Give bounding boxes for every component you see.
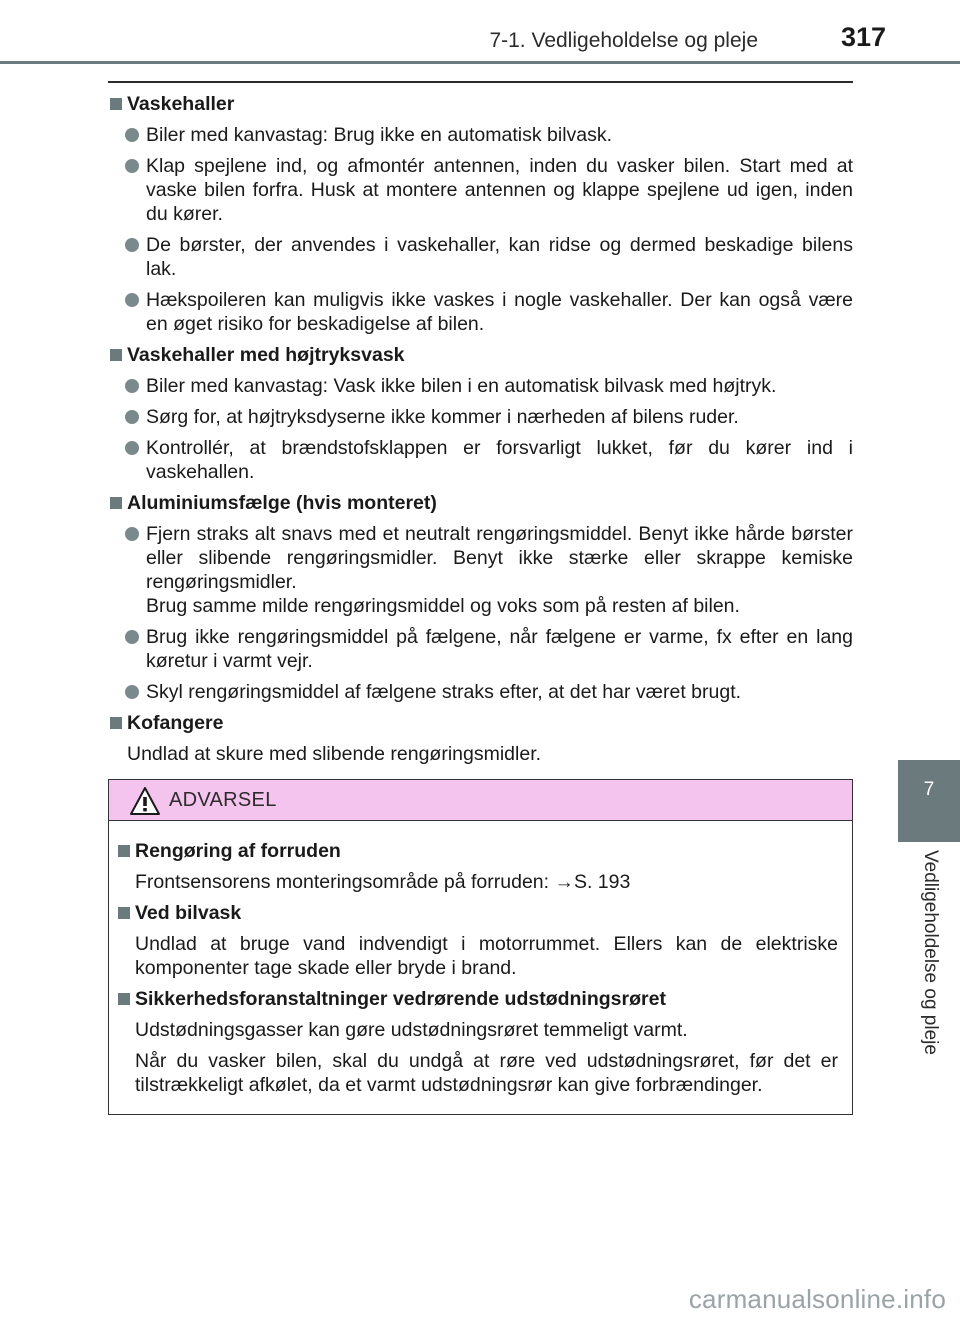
round-bullet-icon <box>125 441 139 455</box>
round-bullet-icon <box>125 685 139 699</box>
list-item-text: Brug ikke rengøringsmiddel på fælgene, når fælgene er varme, fx efter en lang køretur i varmt vejr. <box>146 626 853 672</box>
warning-item-text: Frontsensorens monteringsområde på forruden: →S. 193 <box>135 871 631 893</box>
square-marker-icon <box>110 98 122 110</box>
list-item-text: Biler med kanvastag: Brug ikke en automatisk bilvask. <box>146 124 613 146</box>
warning-item-title: Sikkerhedsforanstaltninger vedrørende udstødningsrøret <box>135 988 666 1010</box>
warning-item-heading <box>115 839 838 863</box>
list-item <box>108 288 853 336</box>
list-item-text: Skyl rengøringsmiddel af fælgene straks efter, at det har været brugt. <box>146 681 742 703</box>
site-watermark: carmanualsonline.info <box>688 1284 946 1314</box>
square-marker-icon <box>110 497 122 509</box>
warning-title: ADVARSEL <box>169 789 277 811</box>
section-title: Aluminiumsfælge (hvis monteret) <box>127 492 437 514</box>
section-heading <box>108 92 853 116</box>
chapter-title: 7-1. Vedligeholdelse og pleje <box>489 29 758 52</box>
square-marker-icon <box>110 349 122 361</box>
round-bullet-icon <box>125 159 139 173</box>
section-title: Vaskehaller med højtryksvask <box>127 344 405 366</box>
list-item-text: De børster, der anvendes i vaskehaller, kan ridse og dermed beskadige bilens lak. <box>146 234 853 280</box>
chapter-side-label-text: Vedligeholdelse og pleje <box>920 850 941 1055</box>
round-bullet-icon <box>125 238 139 252</box>
list-item <box>108 680 853 704</box>
round-bullet-icon <box>125 410 139 424</box>
main-content <box>108 92 853 773</box>
section-title: Vaskehaller <box>127 93 235 115</box>
list-item <box>108 374 853 398</box>
chapter-tab[interactable]: 7 <box>898 760 960 842</box>
list-item-text: Biler med kanvastag: Vask ikke bilen i en automatisk bilvask med højtryk. <box>146 375 777 397</box>
round-bullet-icon <box>125 630 139 644</box>
warning-item-heading <box>115 901 838 925</box>
round-bullet-icon <box>125 379 139 393</box>
list-item <box>108 233 853 281</box>
warning-body <box>109 821 852 1097</box>
list-item-text: Klap spejlene ind, og afmontér antennen, inden du vasker bilen. Start med at vaske bilen forfra. Husk at montere antennen og klappe spejlene ud igen, inden du kører. <box>146 155 853 225</box>
header-divider <box>0 61 960 64</box>
square-marker-icon <box>118 993 130 1005</box>
square-marker-icon <box>118 907 130 919</box>
page-number: 317 <box>840 22 886 52</box>
square-marker-icon <box>118 845 130 857</box>
warning-item-text: Undlad at bruge vand indvendigt i motorrummet. Ellers kan de elektriske komponenter tage skade eller bryde i brand. <box>135 933 838 979</box>
page-header <box>0 0 960 64</box>
round-bullet-icon <box>125 527 139 541</box>
warning-item-title: Ved bilvask <box>135 902 242 924</box>
section-title: Kofangere <box>127 712 224 734</box>
list-item-text: Hækspoileren kan muligvis ikke vaskes i nogle vaskehaller. Der kan også være en øget risiko for beskadigelse af bilen. <box>146 289 853 335</box>
list-item <box>108 154 853 226</box>
list-item-extra-text: Brug samme milde rengøringsmiddel og voks som på resten af bilen. <box>146 595 740 617</box>
warning-triangle-icon <box>129 786 161 816</box>
warning-item-title: Rengøring af forruden <box>135 840 341 862</box>
square-marker-icon <box>110 717 122 729</box>
list-item <box>108 625 853 673</box>
round-bullet-icon <box>125 293 139 307</box>
section-heading <box>108 711 853 735</box>
section-heading <box>108 491 853 515</box>
section-text: Undlad at skure med slibende rengøringsmidler. <box>127 743 542 765</box>
round-bullet-icon <box>125 128 139 142</box>
list-item <box>108 436 853 484</box>
warning-item-text: Udstødningsgasser kan gøre udstødningsrøret temmeligt varmt. <box>135 1019 688 1041</box>
section-heading <box>108 343 853 367</box>
warning-item-heading <box>115 987 838 1011</box>
chapter-side-label <box>898 850 960 1070</box>
warning-box <box>108 779 853 1115</box>
list-item-text: Sørg for, at højtryksdyserne ikke kommer i nærheden af bilens ruder. <box>146 406 739 428</box>
list-item-text: Kontrollér, at brændstofsklappen er forsvarligt lukket, før du kører ind i vaskehallen. <box>146 437 853 483</box>
list-item <box>108 522 853 618</box>
warning-header <box>109 780 852 821</box>
warning-item-text: Når du vasker bilen, skal du undgå at røre ved udstødningsrøret, før det er tilstrækkeligt afkølet, da et varmt udstødningsrør kan give forbrændinger. <box>135 1050 838 1096</box>
list-item-text: Fjern straks alt snavs med et neutralt rengøringsmiddel. Benyt ikke hårde børster eller slibende rengøringsmidler. Benyt ikke stærke eller skrappe kemiske rengøringsmidler. <box>146 523 853 593</box>
list-item <box>108 123 853 147</box>
list-item <box>108 405 853 429</box>
content-divider <box>108 81 853 83</box>
